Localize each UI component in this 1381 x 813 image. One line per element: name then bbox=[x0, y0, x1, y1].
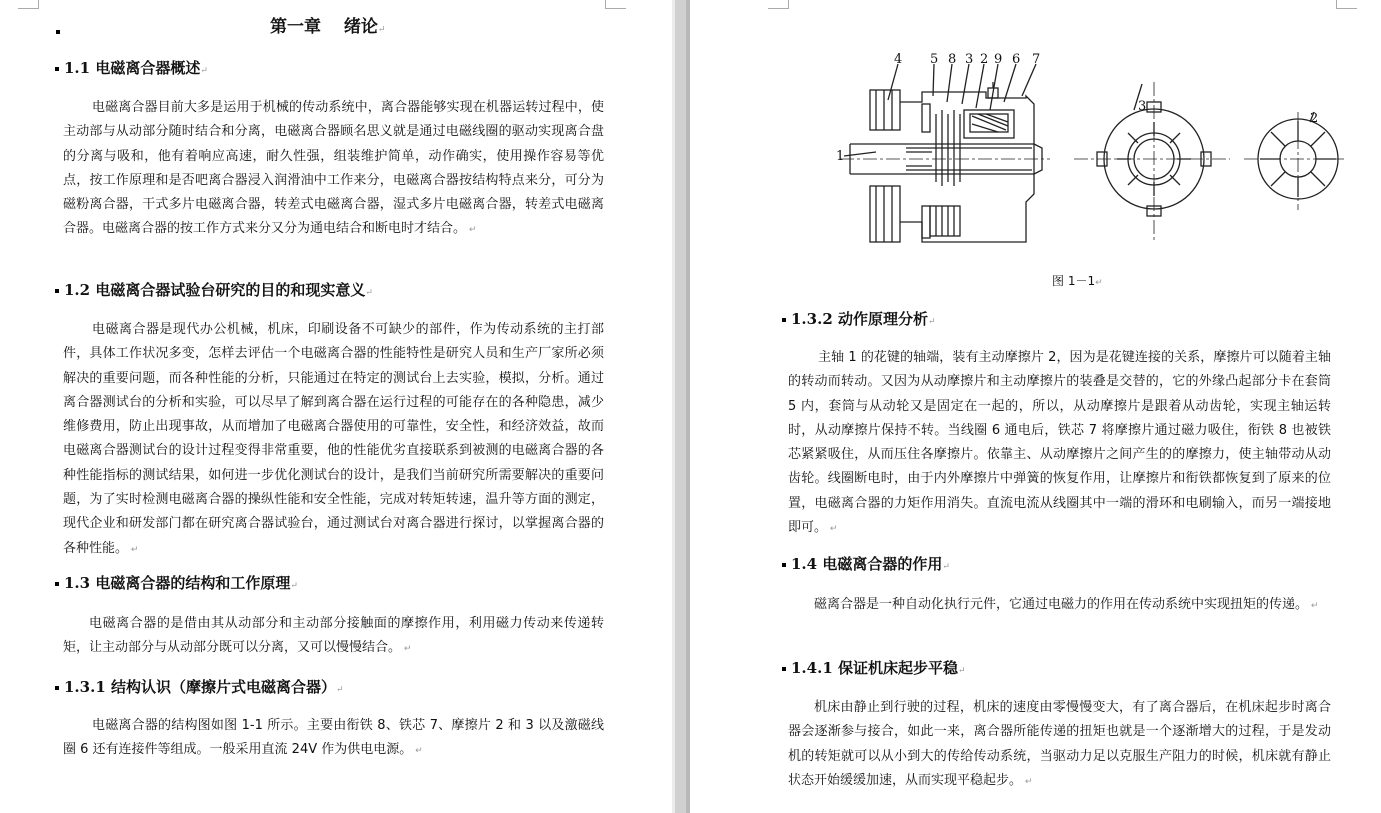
part-number-label: 4 bbox=[894, 52, 903, 67]
paragraph-bullet bbox=[56, 30, 60, 34]
paragraph-bullet bbox=[782, 318, 786, 322]
part-number-label: 9 bbox=[994, 52, 1003, 67]
heading-1-3-2: 1.3.2 动作原理分析 ↵ bbox=[782, 308, 936, 329]
part-number-label: 8 bbox=[948, 52, 957, 67]
heading-1-3-1: 1.3.1 结构认识（摩擦片式电磁离合器） ↵ bbox=[55, 676, 344, 697]
part-number-label: 1 bbox=[836, 149, 845, 164]
part-number-label: 6 bbox=[1012, 52, 1021, 67]
heading-1-2: 1.2 电磁离合器试验台研究的目的和现实意义 ↵ bbox=[55, 279, 373, 300]
heading-1-4-1: 1.4.1 保证机床起步平稳 ↵ bbox=[782, 657, 966, 678]
part-number-label: 2 bbox=[1310, 111, 1319, 126]
heading-1-1: 1.1 电磁离合器概述 ↵ bbox=[55, 57, 208, 78]
part-number-label: 2 bbox=[980, 52, 989, 67]
paragraph-1-4: 磁离合器是一种自动化执行元件，它通过电磁力的作用在传动系统中实现扭矩的传递。 ↵ bbox=[788, 593, 1331, 618]
paragraph-1-1: 电磁离合器目前大多是运用于机械的传动系统中，离合器能够实现在机器运转过程中，使主动部与从动部分随时结合和分离，电磁离合器顾名思义就是通过电磁线圈的驱动实现离合盘的分离与吸和，他有着响应高速，耐久性强，组装维护简单，动作确实，使用操作容易等优点，按工作原理和是否吧离合器浸入润滑油中工作来分，电磁离合器按结构特点来分，可分为磁粉离合器，干式多片电磁离合器，转差式电磁离合器，湿式多片电磁离合器，转差式电磁离合器。电磁离合器的按工作方式来分又分为通电结合和断电时才结合。 ↵ bbox=[63, 96, 604, 243]
paragraph-1-3-2: 主轴 1 的花键的轴端，装有主动摩擦片 2，因为是花键连接的关系，摩擦片可以随着主轴的转动而转动。又因为从动摩擦片和主动摩擦片的装叠是交替的，它的外缘凸起部分卡在套筒 5 内，套筒与从动轮又是固定在一起的，所以，从动摩擦片是跟着从动齿轮，实现主轴运转时，从动摩擦片保持不转。当线圈 6 通电后，铁芯 7 将摩擦片通过磁力吸住，衔铁 8 也被铁芯紧紧吸住，从而压住各摩擦片。依靠主、从动摩擦片之间产生的的摩擦力，使主轴带动从动齿轮。线圈断电时，由于内外摩擦片中弹簧的恢复作用，让摩擦片和衔铁都恢复到了原来的位置，电磁离合器的力矩作用消失。直流电流从线圈其中一端的滑环和电刷输入，而另一端接地即可。 ↵ bbox=[788, 346, 1331, 541]
page-corner-mark bbox=[1336, 0, 1357, 9]
clutch-structure-figure bbox=[836, 52, 1346, 267]
chapter-title: 第一章 绪论 ↵ bbox=[270, 12, 385, 37]
paragraph-1-4-1: 机床由静止到行驶的过程，机床的速度由零慢慢变大，有了离合器后，在机床起步时离合器会逐渐参与接合，如此一来，离合器所能传递的扭矩也就是一个逐渐增大的过程，于是发动机的转矩就可以从小到大的传给传动系统，当驱动力足以克服生产阻力的时候，机床就有静止状态开始缓缓加速，从而实现平稳起步。 ↵ bbox=[788, 696, 1331, 794]
page-corner-mark bbox=[605, 0, 626, 9]
heading-1-4: 1.4 电磁离合器的作用 ↵ bbox=[782, 553, 950, 574]
part-number-label: 3 bbox=[1138, 99, 1147, 114]
part-number-label: 3 bbox=[965, 52, 974, 67]
part-number-label: 5 bbox=[930, 52, 939, 67]
paragraph-bullet bbox=[55, 289, 59, 293]
paragraph-1-2: 电磁离合器是现代办公机械，机床，印刷设备不可缺少的部件，作为传动系统的主打部件，具体工作状况多变，怎样去评估一个电磁离合器的性能特性是研究人员和生产厂家所必须解决的重要问题，而各种性能的分析，只能通过在特定的测试台上去实验，模拟，分析。通过离合器测试台的分析和实验，可以尽早了解到离合器在运行过程的可能存在的各种隐患，减少维修费用，防止出现事故，从而增加了电磁离合器使用的可靠性，安全性，和经济效益，故而电磁离合器测试台的设计过程变得非常重要，他的性能优劣直接联系到被测的电磁离合器的各种性能指标的测试结果，如何进一步优化测试台的设计，是我们当前研究所需要解决的重要问题，为了实时检测电磁离合器的操纵性能和安全性能，完成对转矩转速，温升等方面的测定，现代企业和研发部门都在研究离合器试验台，通过测试台对离合器进行探讨，以掌握离合器的各种性能。 ↵ bbox=[63, 318, 604, 562]
page-corner-mark bbox=[18, 0, 39, 9]
figure-caption: 图 1－1 ↵ bbox=[1052, 272, 1103, 289]
paragraph-1-3: 电磁离合器的是借由其从动部分和主动部分接触面的摩擦作用，利用磁力传动来传递转矩，让主动部分与从动部分既可以分离，又可以慢慢结合。 ↵ bbox=[63, 612, 604, 662]
paragraph-bullet bbox=[55, 686, 59, 690]
paragraph-bullet bbox=[55, 67, 59, 71]
paragraph-bullet bbox=[782, 563, 786, 567]
page-gutter bbox=[672, 0, 690, 813]
paragraph-bullet bbox=[782, 667, 786, 671]
document-page-right bbox=[690, 0, 1381, 813]
heading-1-3: 1.3 电磁离合器的结构和工作原理 ↵ bbox=[55, 572, 298, 593]
page-corner-mark bbox=[768, 0, 789, 9]
paragraph-1-3-1: 电磁离合器的结构图如图 1-1 所示。主要由衔铁 8、铁芯 7、摩擦片 2 和 3 以及激磁线圈 6 还有连接件等组成。一般采用直流 24V 作为供电电源。 ↵ bbox=[63, 714, 604, 764]
paragraph-bullet bbox=[55, 582, 59, 586]
document-page-left bbox=[0, 0, 672, 813]
part-number-label: 7 bbox=[1032, 52, 1041, 67]
